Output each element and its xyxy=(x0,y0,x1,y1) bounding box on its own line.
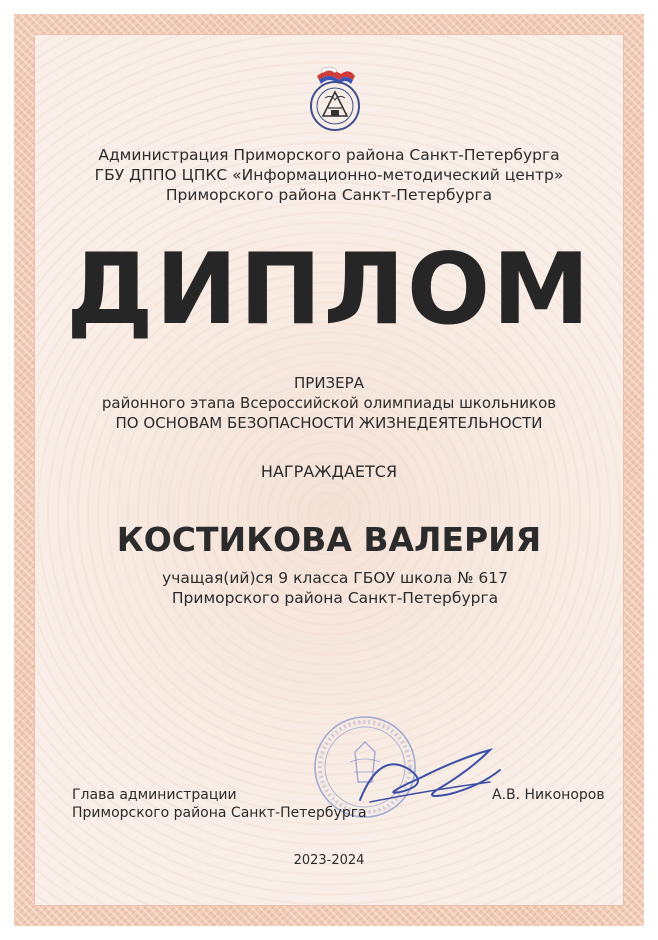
signer-position-line-2: Приморского района Санкт-Петербурга xyxy=(72,805,367,821)
academic-year: 2023-2024 xyxy=(293,853,365,868)
signer-position xyxy=(72,786,367,822)
diploma-title: ДИПЛОМ xyxy=(66,233,592,347)
award-label: НАГРАЖДАЕТСЯ xyxy=(260,462,398,481)
recipient-school xyxy=(0,568,658,608)
signer-name: А.В. Никоноров xyxy=(492,787,605,803)
signer-position-line-1: Глава администрации xyxy=(72,787,237,803)
olympiad-emblem-icon xyxy=(295,62,375,136)
school-line-2: Приморского района Санкт-Петербурга xyxy=(171,589,499,607)
issuer-line-2: ГБУ ДППО ЦПКС «Информационно-методический центр» xyxy=(94,166,564,184)
award-description xyxy=(0,373,658,433)
school-line-1: учащая(ий)ся 9 класса ГБОУ школа № 617 xyxy=(162,569,508,587)
issuer-line-1: Администрация Приморского района Санкт-Петербурга xyxy=(98,146,560,164)
award-rank: ПРИЗЕРА xyxy=(294,374,364,392)
issuer-header xyxy=(0,145,658,205)
olympiad-subject: ПО ОСНОВАМ БЕЗОПАСНОСТИ ЖИЗНЕДЕЯТЕЛЬНОСТИ xyxy=(115,414,543,432)
olympiad-stage: районного этапа Всероссийской олимпиады школьников xyxy=(101,394,557,412)
recipient-name: КОСТИКОВА ВАЛЕРИЯ xyxy=(116,520,542,559)
issuer-line-3: Приморского района Санкт-Петербурга xyxy=(165,186,493,204)
